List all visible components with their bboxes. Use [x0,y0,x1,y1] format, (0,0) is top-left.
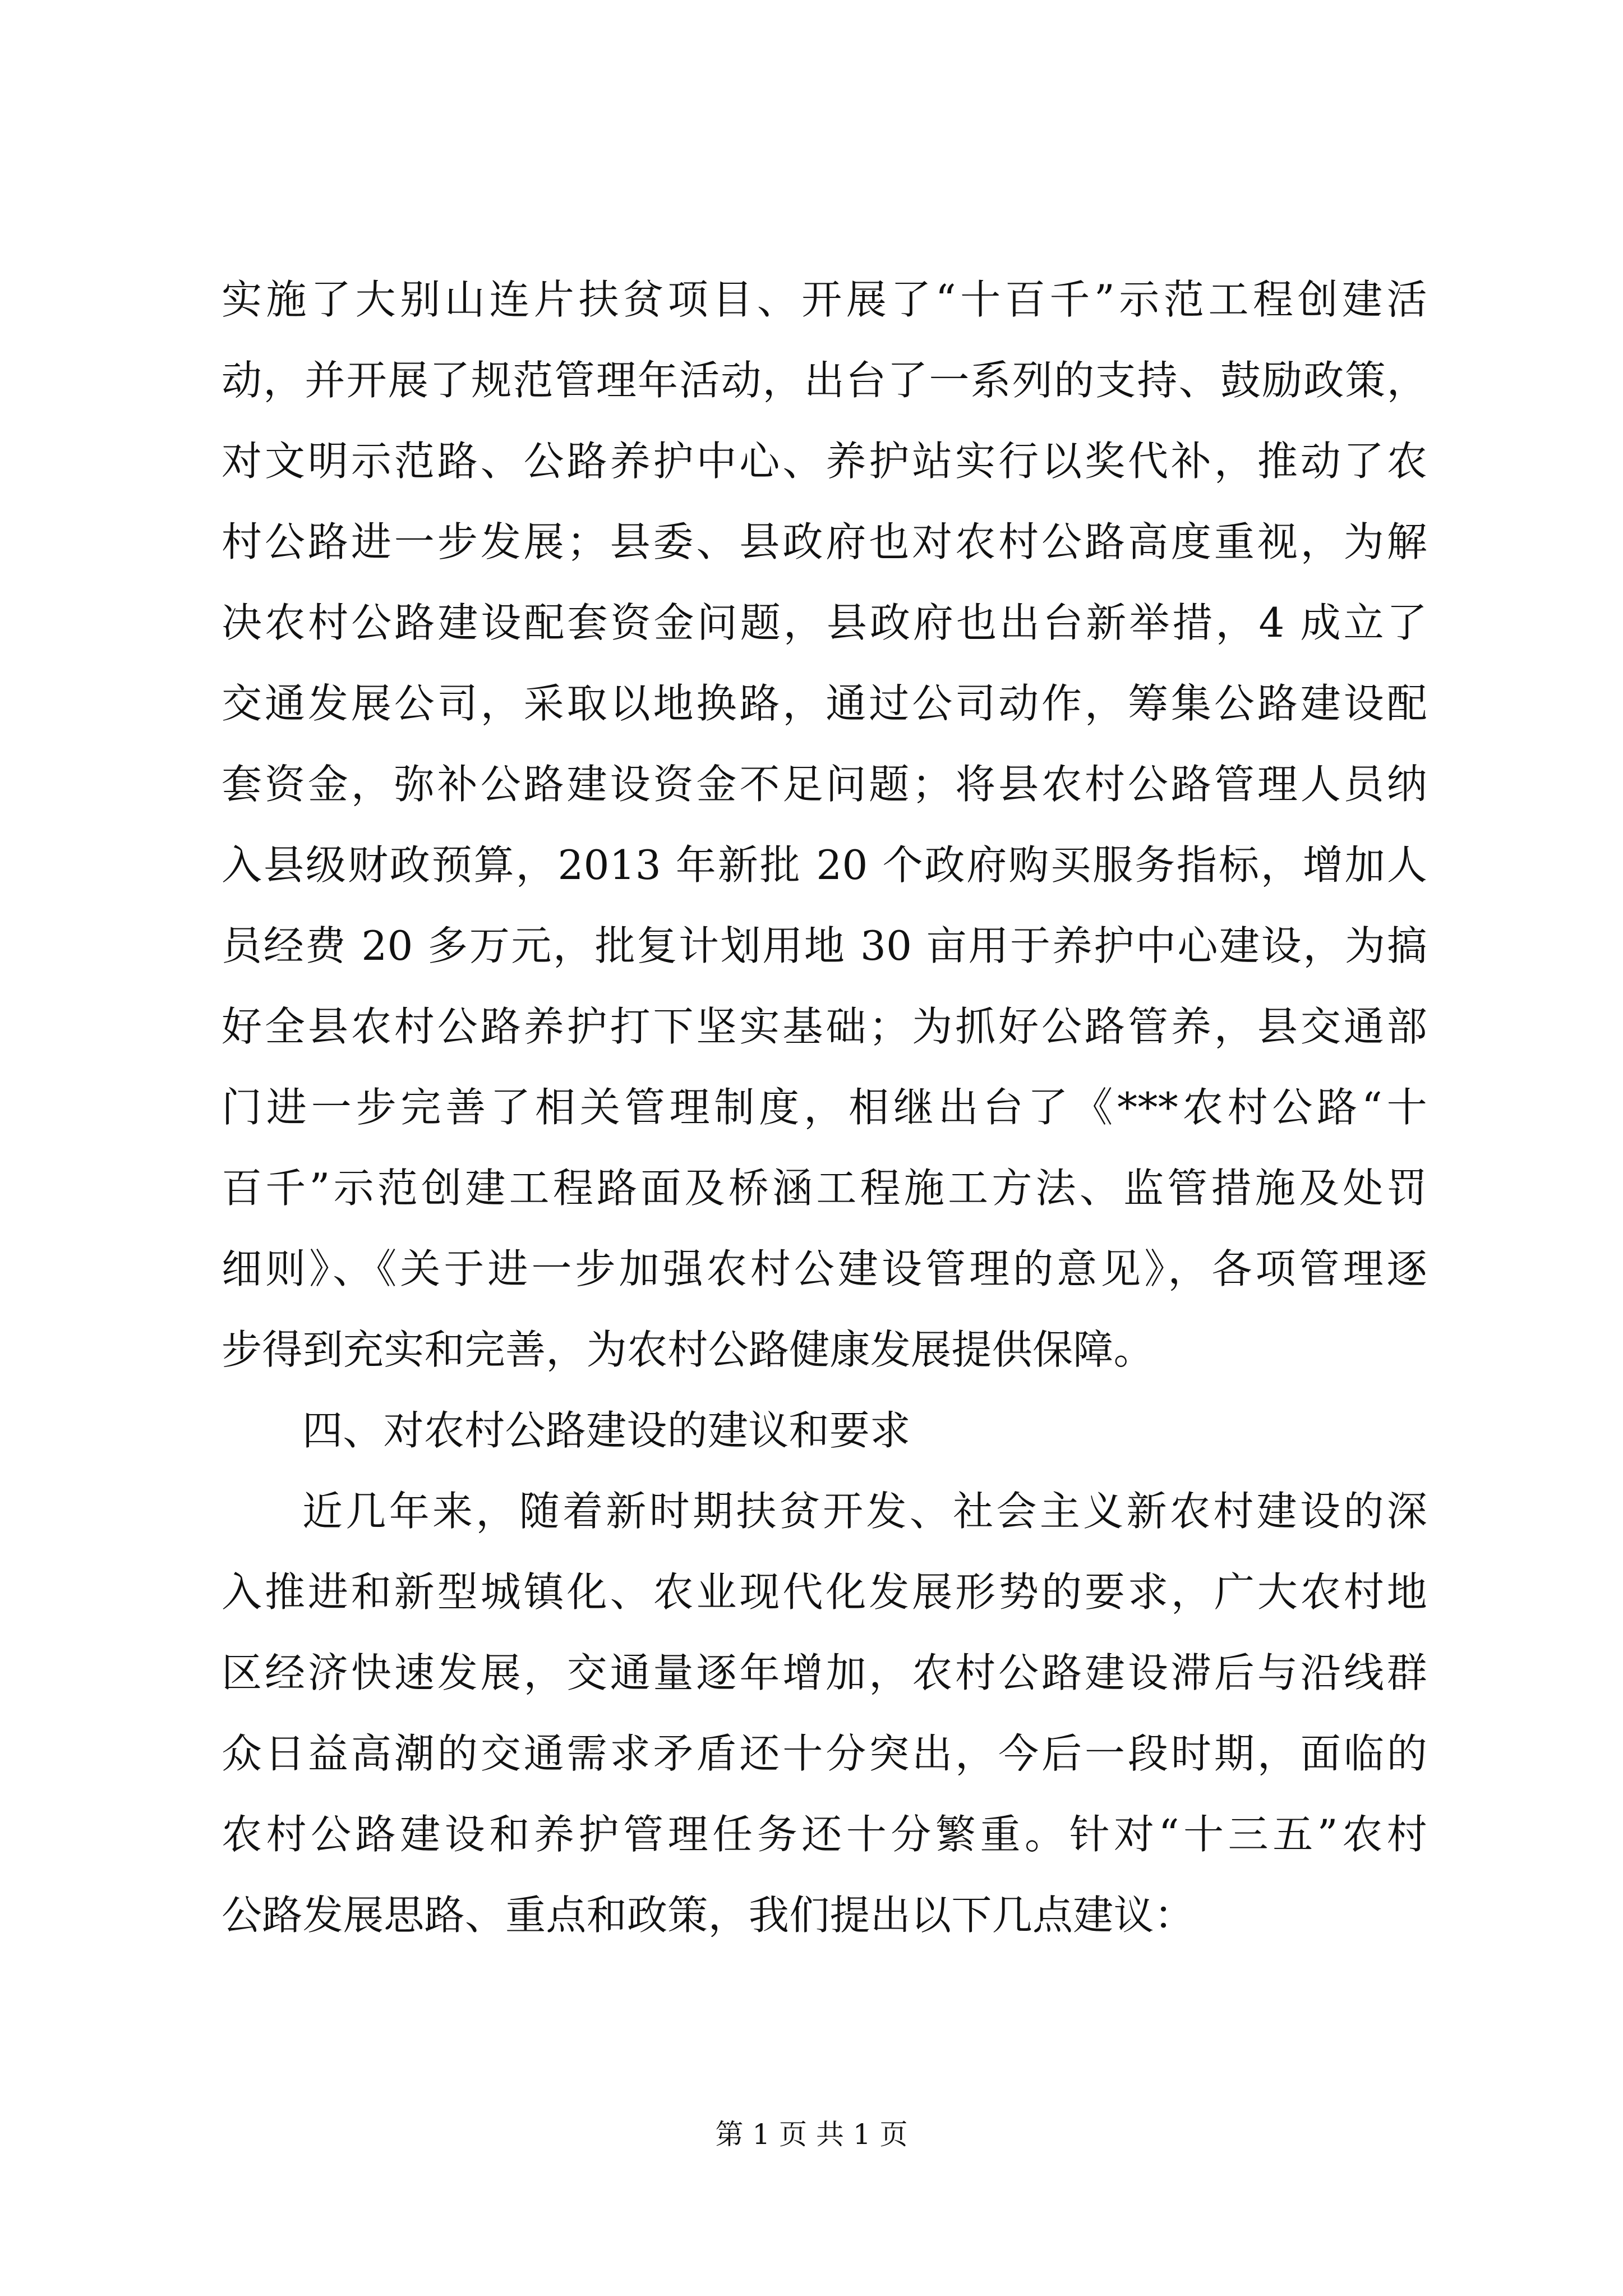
body-text [222,259,1427,1955]
text-line: 百千”示范创建工程路面及桥涵工程施工方法、监管措施及处罚 [222,1165,1427,1212]
text-line: 细则》、《关于进一步加强农村公建设管理的意见》，各项管理逐 [222,1245,1427,1292]
text-line: 农村公路建设和养护管理任务还十分繁重。针对“十三五”农村 [222,1811,1427,1858]
text-line: 套资金，弥补公路建设资金不足问题；将县农村公路管理人员纳 [222,761,1427,808]
text-line: 员经费 20 多万元，批复计划用地 30 亩用于养护中心建设，为搞 [222,922,1427,969]
text-line: 入县级财政预算，2013 年新批 20 个政府购买服务指标，增加人 [222,841,1427,889]
page-footer: 第 1 页 共 1 页 [715,2118,908,2151]
text-line: 好全县农村公路养护打下坚实基础；为抓好公路管养，县交通部 [222,1003,1427,1050]
text-line: 村公路进一步发展；县委、县政府也对农村公路高度重视，为解 [222,518,1427,565]
text-line: 近几年来，随着新时期扶贫开发、社会主义新农村建设的深 [302,1488,1427,1535]
text-line: 众日益高潮的交通需求矛盾还十分突出，今后一段时期，面临的 [222,1730,1427,1777]
text-line: 决农村公路建设配套资金问题，县政府也出台新举措，4 成立了 [222,599,1427,646]
section-heading: 四、对农村公路建设的建议和要求 [302,1407,911,1454]
text-line: 区经济快速发展，交通量逐年增加，农村公路建设滞后与沿线群 [222,1649,1427,1696]
text-line: 交通发展公司，采取以地换路，通过公司动作，筹集公路建设配 [222,680,1427,727]
text-line: 实施了大别山连片扶贫项目、开展了“十百千”示范工程创建活 [222,276,1427,323]
text-line: 公路发展思路、重点和政策，我们提出以下几点建议： [222,1892,1195,1939]
text-line: 门进一步完善了相关管理制度，相继出台了《***农村公路“十 [222,1084,1427,1131]
text-line: 入推进和新型城镇化、农业现代化发展形势的要求，广大农村地 [222,1568,1427,1616]
text-line: 步得到充实和完善，为农村公路健康发展提供保障。 [222,1326,1154,1373]
text-line: 动，并开展了规范管理年活动，出台了一系列的支持、鼓励政策， [222,357,1427,404]
text-line: 对文明示范路、公路养护中心、养护站实行以奖代补，推动了农 [222,438,1427,485]
